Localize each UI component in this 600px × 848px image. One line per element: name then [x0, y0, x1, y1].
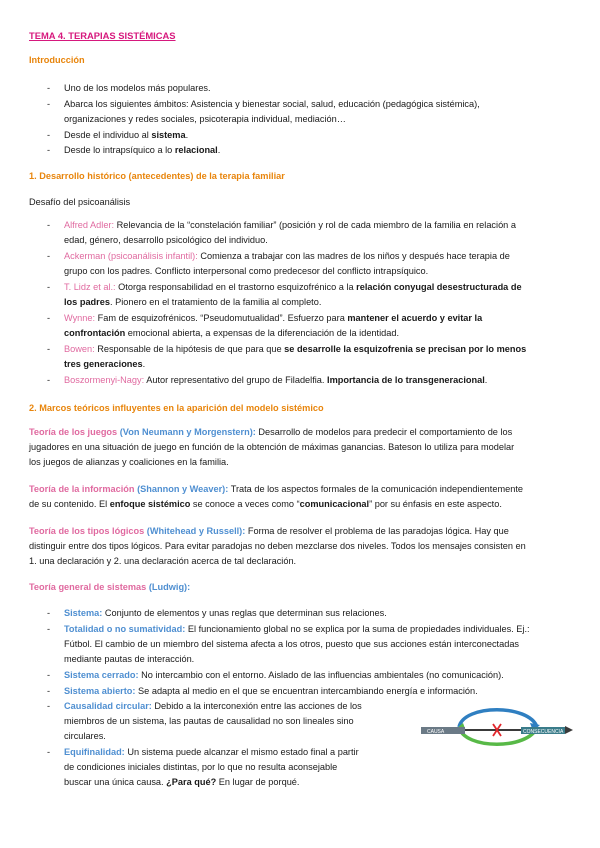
- intro-item: Desde el individuo al sistema.: [64, 130, 189, 140]
- history-item-boszormenyi: Boszormenyi-Nagy: Autor representativo del grupo de Filadelfia. Importancia de lo transgeneracional.: [64, 375, 488, 385]
- intro-item: Uno de los modelos más populares.: [64, 83, 211, 93]
- systems-item-totalidad: Totalidad o no sumatividad: El funcionamiento global no se explica por la suma de propiedades individuales. Ej.: Fútbol. El cambio de un miembro del sistema afecta a los otros, puesto que sus acciones están interconectadas mediante pautas de interacción.: [64, 624, 530, 665]
- bullet-dash: -: [47, 83, 51, 93]
- history-item-lidz: T. Lidz et al.: Otorga responsabilidad en el trastorno esquizofrénico a la relación conyugal desestructurada de los padres. Pionero en el tratamiento de la familia al completo.: [64, 282, 522, 308]
- circular-causality-diagram: [419, 700, 574, 755]
- bullet-dash: -: [47, 130, 51, 140]
- bullet-dash: -: [47, 145, 51, 155]
- intro-item: Desde lo intrapsíquico a lo relacional.: [64, 145, 221, 155]
- bullet-dash: -: [47, 686, 51, 696]
- cause-label: CAUSA: [427, 729, 445, 735]
- theory-information: Teoría de la información (Shannon y Weaver): Trata de los aspectos formales de la comunicación independientemente de su contenido. El enfoque sistémico se conoce a veces como “comunicacional” por su énfasis en este aspecto.: [29, 484, 523, 510]
- bullet-dash: -: [47, 251, 51, 261]
- bullet-dash: -: [47, 220, 51, 230]
- theory-logical-types: Teoría de los tipos lógicos (Whitehead y Russell): Forma de resolver el problema de las paradojas lógica. Hay que distinguir entre dos tipos lógicos. Para evitar paradojas no deben mezclarse dos niveles. Todos los mensajes consisten en 1. una declaración y 2. una declaración acerca de tal declaración.: [29, 526, 526, 567]
- loop-arc-top: [459, 710, 537, 727]
- bullet-dash: -: [47, 282, 51, 292]
- page-title: TEMA 4. TERAPIAS SISTÉMICAS: [29, 30, 176, 41]
- bullet-dash: -: [47, 747, 51, 757]
- consequence-label: CONSECUENCIA: [523, 729, 564, 735]
- bullet-dash: -: [47, 624, 51, 634]
- linear-arrowhead: [565, 726, 573, 734]
- intro-heading: Introducción: [29, 55, 85, 65]
- history-item-adler: Alfred Adler: Relevancia de la “constelación familiar” (posición y rol de cada miembro de la familia en relación a edad, género, desarrollo psicológico del individuo.: [64, 220, 516, 246]
- bullet-dash: -: [47, 375, 51, 385]
- intro-item: Abarca los siguientes ámbitos: Asistencia y bienestar social, salud, educación (pedagógica sistémica), organizaciones y redes sociales, psicoterapia individual, mediación…: [64, 99, 480, 125]
- systems-item-abierto: Sistema abierto: Se adapta al medio en el que se encuentran intercambiando energía e información.: [64, 686, 478, 696]
- section1-heading: 1. Desarrollo histórico (antecedentes) de la terapia familiar: [29, 171, 285, 181]
- theory-systems-heading: Teoría general de sistemas (Ludwig):: [29, 582, 191, 592]
- systems-item-equifinalidad: Equifinalidad: Un sistema puede alcanzar el mismo estado final a partir de condiciones iniciales distintas, por lo que no resulta aconsejable buscar una única causa. ¿Para qué? En lugar de porqué.: [64, 747, 359, 788]
- section2-heading: 2. Marcos teóricos influyentes en la aparición del modelo sistémico: [29, 403, 324, 413]
- systems-item-causalidad: Causalidad circular: Debido a la interconexión entre las acciones de los miembros de un sistema, las pautas de causalidad no son lineales sino circulares.: [64, 701, 362, 742]
- systems-item-sistema: Sistema: Conjunto de elementos y unas reglas que determinan sus relaciones.: [64, 608, 387, 618]
- bullet-dash: -: [47, 701, 51, 711]
- history-item-ackerman: Ackerman (psicoanálisis infantil): Comienza a trabajar con las madres de los niños y después hace terapia de grupo con los padres. Conflicto interpersonal como predecesor del conflicto intrapsíquico.: [64, 251, 510, 277]
- bullet-dash: -: [47, 608, 51, 618]
- systems-item-cerrado: Sistema cerrado: No intercambio con el entorno. Aislado de las influencias ambientales (no comunicación).: [64, 670, 504, 680]
- bullet-dash: -: [47, 313, 51, 323]
- bullet-dash: -: [47, 670, 51, 680]
- bullet-dash: -: [47, 99, 51, 109]
- history-item-wynne: Wynne: Fam de esquizofrénicos. “Pseudomutualidad”. Esfuerzo para mantener el acuerdo y evitar la confrontación emocional abierta, a expensas de la diferenciación de la identidad.: [64, 313, 483, 339]
- history-item-bowen: Bowen: Responsable de la hipótesis de que para que se desarrolle la esquizofrenia se precisan por lo menos tres generaciones.: [64, 344, 527, 370]
- section1-subheading: Desafío del psicoanálisis: [29, 197, 131, 207]
- theory-games: Teoría de los juegos (Von Neumann y Morgenstern): Desarrollo de modelos para predecir el comportamiento de los jugadores en una situación de juego en función de la obtención de máximas ganancias. Bateson lo utiliza para modelar los juegos de alianzas y coaliciones en la familia.: [29, 427, 515, 468]
- bullet-dash: -: [47, 344, 51, 354]
